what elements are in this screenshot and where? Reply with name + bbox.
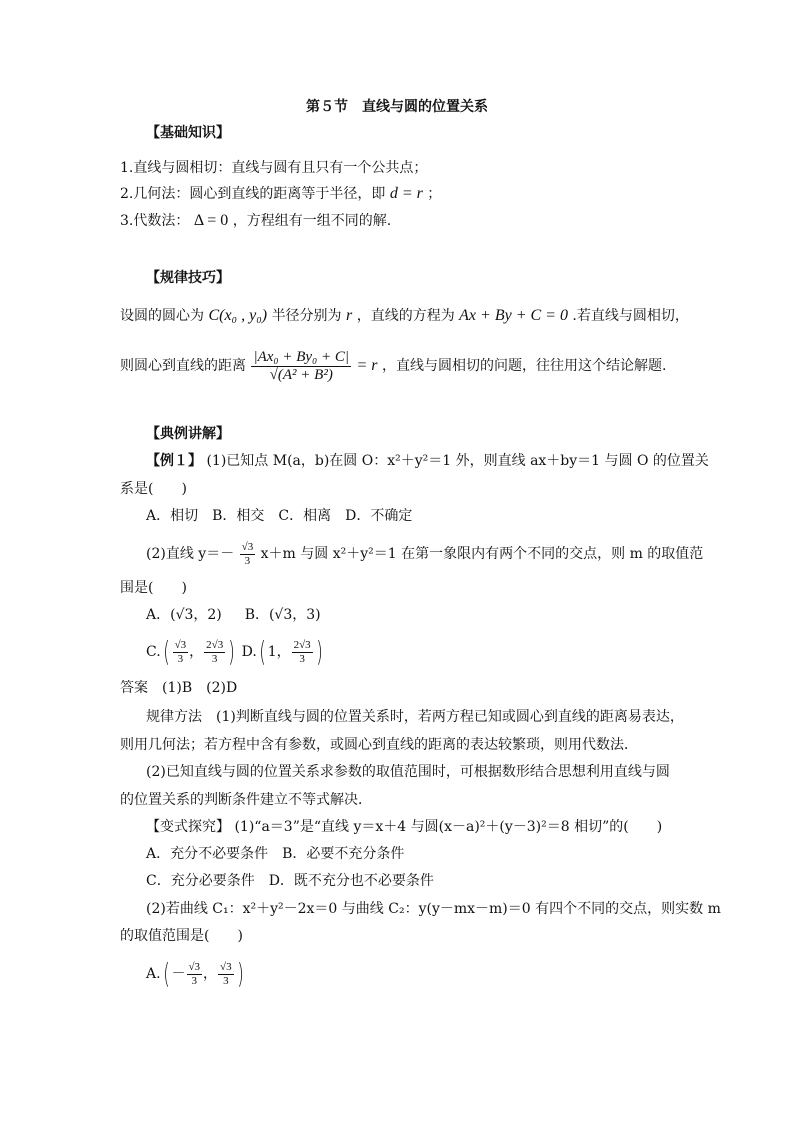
basic-line-1: 1.直线与圆相切：直线与圆有且只有一个公共点；: [120, 160, 428, 176]
example-1-q2-option-d-lower: 1，: [267, 644, 291, 660]
basic-line-2: [120, 184, 441, 204]
tips-p1-radius: r: [346, 307, 353, 324]
section-tips-heading: 【规律技巧】: [146, 270, 230, 286]
tips-paragraph-1: [120, 306, 689, 326]
distance-formula-denominator: √(A² + B²): [269, 366, 333, 383]
example-1-q2-text-a: (2)直线 y＝－: [146, 546, 235, 562]
frac-den: 3: [211, 652, 218, 665]
example-1-q2-option-a: A．(√3，2): [146, 607, 222, 623]
variant-question-2-line-2: 的取值范围是( ): [120, 928, 243, 944]
example-1-question-1-line-2: 系是( ): [120, 481, 187, 497]
tips-p1-text-d: .若直线与圆相切，: [572, 308, 689, 324]
example-1-question-2-options-cd: C.( $\frac{√3}{3}$ ， $\frac{2√3}{3}$ ) D.( 1， $\frac{2√3}{3}$ ): [146, 635, 323, 668]
method-line-3: (2)已知直线与圆的位置关系求参数的取值范围时，可根据数形结合思想利用直线与圆: [146, 764, 670, 780]
example-1-question-1-line-1: [146, 451, 709, 471]
method-line-1: 规律方法 (1)判断直线与圆的位置关系时，若两方程已知或圆心到直线的距离易表达，: [146, 709, 684, 725]
example-1-q2-option-b: B．(√3，3): [244, 607, 321, 623]
example-1-q2-option-c-label: C.: [146, 644, 161, 660]
variant-question-2-line-1: (2)若曲线 C₁：x²＋y²－2x＝0 与曲线 C₂：y(y－mx－m)＝0 有四个不同的交点，则实数 m: [146, 901, 721, 917]
tips-p2-text-a: 则圆心到直线的距离: [120, 358, 246, 374]
example-1-q2-option-d-frac: [292, 639, 313, 664]
tips-p1-text-c: ，直线的方程为: [356, 308, 455, 324]
example-1-q2-option-c-frac-1: [173, 639, 189, 664]
frac-num: √3: [188, 961, 201, 974]
tips-paragraph-2: [120, 345, 666, 387]
tips-p2-text-b: ，直线与圆相切的问题，往往用这个结论解题.: [381, 358, 667, 374]
frac-num: √3: [174, 639, 187, 652]
tips-p1-center: C(x₀ , y₀): [208, 307, 268, 324]
example-1-answer: 答案 (1)B (2)D: [120, 680, 238, 696]
variant-q1-options-ab: A．充分不必要条件 B．必要不充分条件: [146, 846, 405, 862]
basic-line-2-end: ；: [427, 186, 442, 202]
section-examples-heading: 【典例讲解】: [146, 426, 230, 442]
frac-den: 3: [223, 974, 229, 987]
tips-p1-text-b: 半径分别为: [271, 308, 342, 324]
variant-q1-options-cd: C．充分必要条件 D．既不充分也不必要条件: [146, 873, 434, 889]
example-1-q2-option-c-frac-2: [204, 639, 225, 664]
variant-q2-option-a-sign: －: [171, 966, 186, 982]
method-line-2: 则用几何法；若方程中含有参数，或圆心到直线的距离的表达较繁琐，则用代数法．: [120, 737, 638, 753]
variant-q2-option-a: A.( － $\frac{√3}{3}$ ， $\frac{√3}{3}$ ): [146, 957, 244, 990]
distance-formula-result: = r: [356, 357, 378, 374]
variant-q2-option-a-frac-1: [187, 961, 203, 986]
section-basic-heading: 【基础知识】: [146, 125, 230, 141]
basic-line-3: [120, 211, 391, 231]
frac-num: 2√3: [293, 639, 311, 652]
example-1-q2-fraction: [240, 541, 256, 566]
basic-line-2-text: 2.几何法：圆心到直线的距离等于半径，即: [120, 186, 386, 202]
basic-line-2-math: d = r: [389, 185, 423, 202]
basic-line-3-text: 3.代数法：: [120, 213, 190, 229]
method-line-4: 的位置关系的判断条件建立不等式解决．: [120, 792, 372, 808]
page-title: 第５节 直线与圆的位置关系: [306, 99, 488, 115]
frac-den: 3: [299, 652, 305, 665]
basic-line-3-math: Δ = 0: [193, 212, 229, 229]
example-1-question-1-options: A．相切 B．相交 C．相离 D．不确定: [146, 508, 413, 524]
variant-q2-option-a-frac-2: [218, 961, 234, 986]
example-1-q2-option-d-label: D.: [241, 644, 257, 660]
example-1-q2-text-b: x＋m 与圆 x²＋y²＝1 在第一象限内有两个不同的交点，则 m 的取值范: [260, 546, 704, 562]
frac-den: 3: [191, 974, 198, 987]
example-1-q2-fraction-num: √3: [241, 541, 254, 554]
variant-q2-option-a-label: A.: [146, 966, 161, 982]
tips-p1-text-a: 设圆的圆心为: [120, 308, 204, 324]
frac-den: 3: [177, 652, 184, 665]
distance-formula: [251, 349, 351, 383]
example-1-question-2-line-1: [146, 536, 703, 572]
example-1-q2-fraction-den: 3: [244, 554, 251, 567]
variant-question-1: 【变式探究】 (1)“a＝3”是“直线 y＝x＋4 与圆(x－a)²＋(y－3)²＝8 相切”的( ): [146, 819, 663, 835]
example-1-q1-text: (1)已知点 M(a，b)在圆 O：x²＋y²＝1 外，则直线 ax＋by＝1 与圆 O 的位置关: [206, 453, 709, 469]
example-1-tag: 【例１】: [146, 453, 202, 469]
distance-formula-numerator: |Ax₀ + By₀ + C|: [253, 349, 350, 365]
basic-line-3-end: ，方程组有一组不同的解.: [232, 213, 392, 229]
frac-num: 2√3: [206, 639, 224, 652]
tips-p1-line-equation: Ax + By + C = 0: [459, 307, 568, 324]
frac-num: √3: [220, 961, 232, 974]
example-1-question-2-line-2: 围是( ): [120, 580, 187, 596]
example-1-question-2-options-ab: [146, 605, 321, 625]
